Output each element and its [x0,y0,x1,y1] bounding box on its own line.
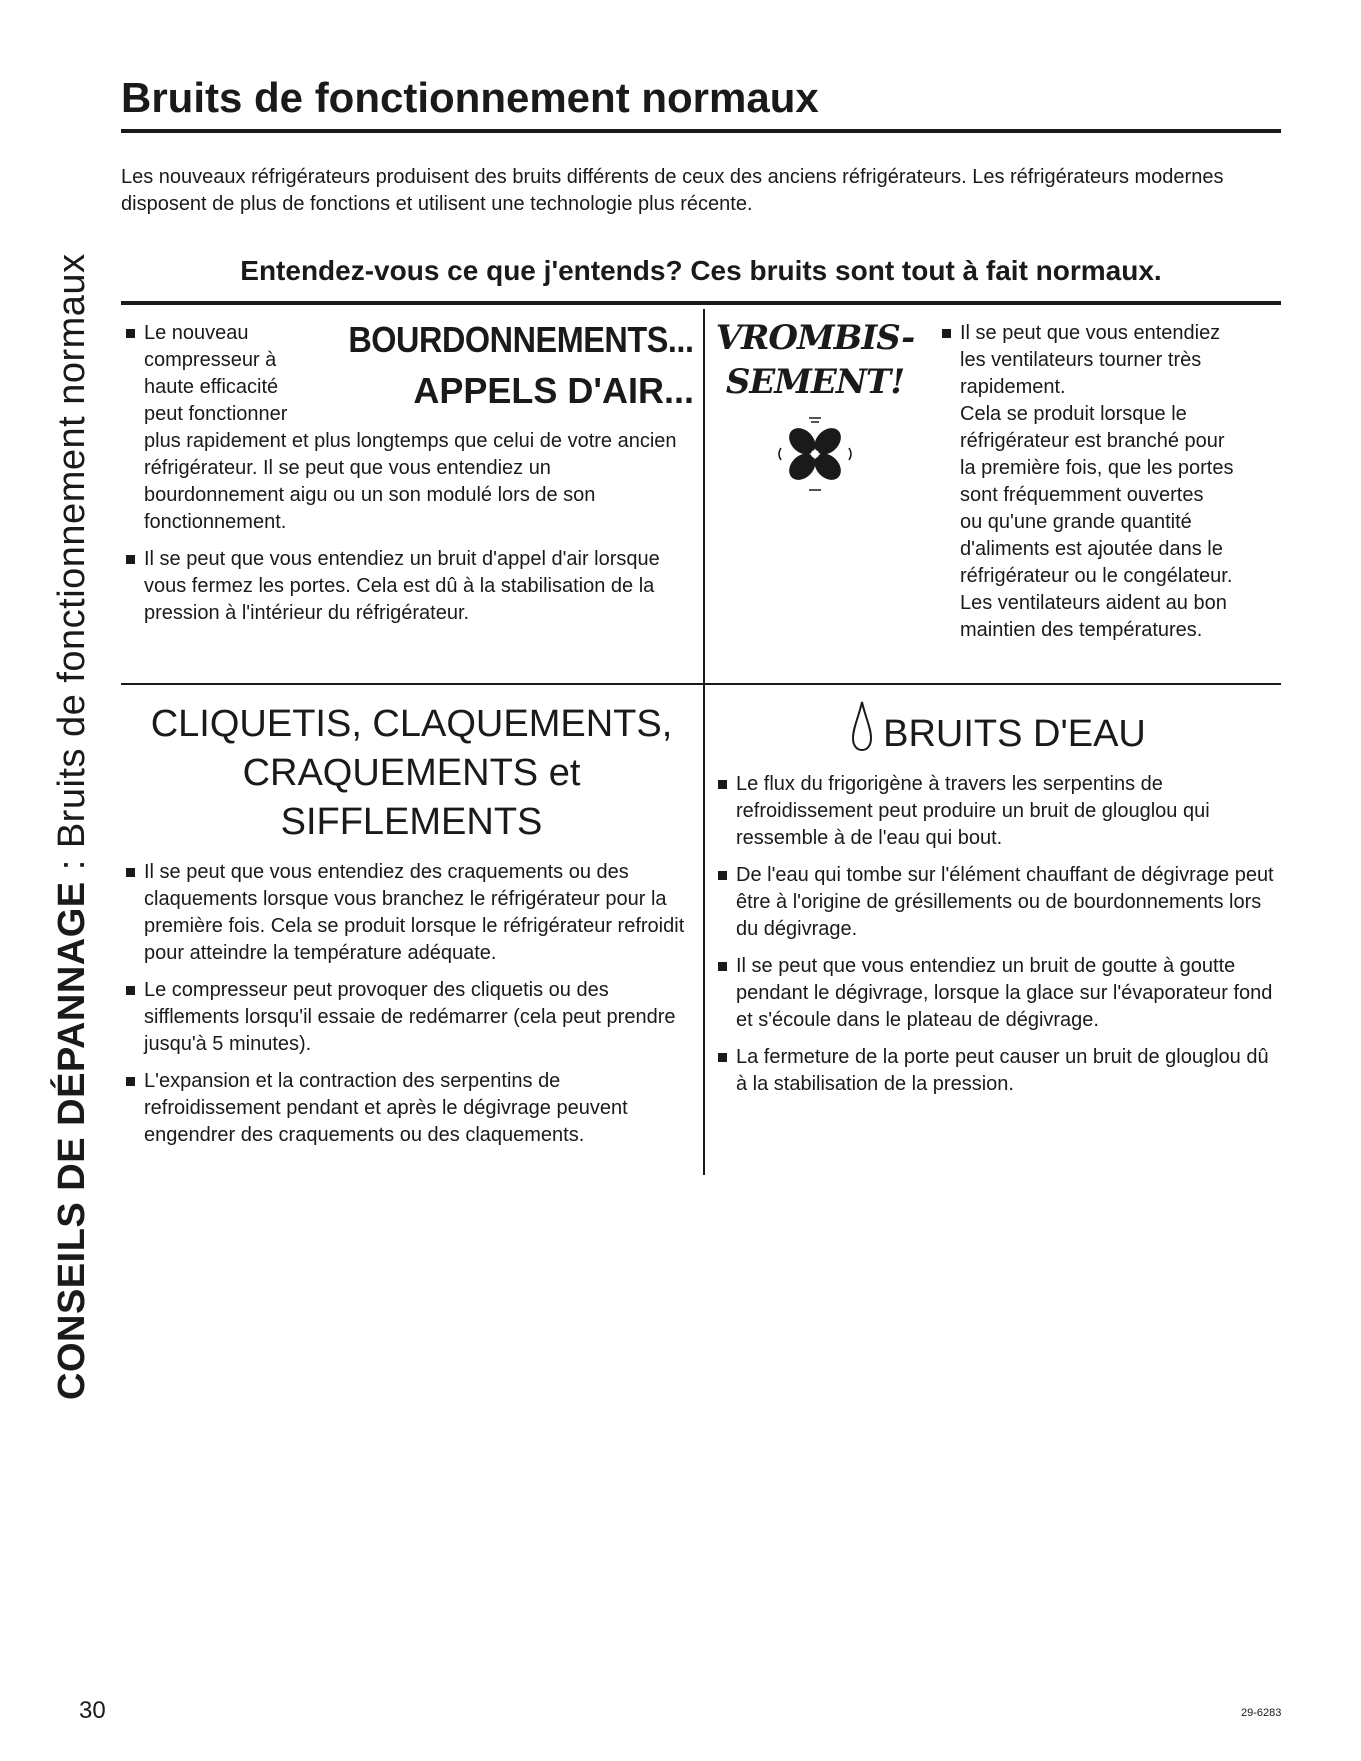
list-item: La fermeture de la porte peut causer un bruit de glouglou dû à la stabilisation de la pression. [716,1044,1281,1098]
heading-bourdonnements: BOURDONNEMENTS... [348,319,694,360]
list-item: L'expansion et la contraction des serpentins de refroidissement pendant et après le dégivrage peuvent engendrer des craquements ou des claquements. [124,1068,699,1149]
sidebar-vertical-label [48,80,96,1400]
section-clicks-heading [124,700,699,847]
heading-vrombissement-line2: SEMENT! [725,362,905,402]
list-item: Il se peut que vous entendiez un bruit d'appel d'air lorsque vous fermez les portes. Cela est dû à la stabilisation de la pression à l'intérieur du réfrigérateur. [124,546,694,627]
sidebar-text [48,80,96,1400]
text-line: rapidement. [960,376,1066,398]
text-line: Il se peut que vous entendiez [960,322,1221,344]
heading-bruits-eau: BRUITS D'EAU [883,713,1146,755]
list-item: Le nouveau compresseur à haute efficacité peut fonctionner plus rapidement et plus longtemps que celui de votre ancien réfrigérateur. Il se peut que vous entendiez un bourdonnement aigu ou un son modulé lors de son fonctionnement. [124,320,694,536]
text-line: réfrigérateur est branché pour [960,430,1225,452]
list-item: Le flux du frigorigène à travers les serpentins de refroidissement peut produire un bruit de glouglou qui ressemble à de l'eau qui bout. [716,771,1281,852]
horizontal-divider [121,683,1281,685]
text-line: ou qu'une grande quantité [960,511,1192,533]
heading-vrombissement-line1: VROMBIS- [715,318,915,358]
list-item: De l'eau qui tombe sur l'élément chauffant de dégivrage peut être à l'origine de grésillements ou de bourdonnements lors du dégivrage. [716,862,1281,943]
list-item [940,320,1280,644]
heading-appels-air: APPELS D'AIR... [413,370,694,411]
water-drop-icon [851,713,883,755]
text-line: Cela se produit lorsque le [960,403,1187,425]
text-line: réfrigérateur ou le congélateur. [960,565,1233,587]
title-rule [121,129,1281,133]
fan-icon [715,414,915,499]
heading-line: CLIQUETIS, CLAQUEMENTS, [150,703,673,745]
list-item: Le compresseur peut provoquer des cliquetis ou des sifflements lorsqu'il essaie de redémarrer (cela peut prendre jusqu'à 5 minutes). [124,977,699,1058]
section-hum [124,320,694,627]
section-clicks [124,700,699,1149]
text-line: sont fréquemment ouvertes [960,484,1204,506]
page-number: 30 [79,1697,106,1724]
section-subtitle: Entendez-vous ce que j'entends? Ces bruits sont tout à fait normaux. [240,255,1162,286]
sidebar-regular-part: : Bruits de fonctionnement normaux [51,253,93,882]
section-water-heading [716,700,1281,759]
list-item: Il se peut que vous entendiez des craquements ou des claquements lorsque vous branchez le réfrigérateur pour la première fois. Cela se produit lorsque le réfrigérateur refroidit pour atteindre la température adéquate. [124,859,699,967]
text-line: d'aliments est ajoutée dans le [960,538,1223,560]
section-fan-text [940,320,1280,644]
text-line: maintien des températures. [960,619,1203,641]
sidebar-bold-part: CONSEILS DE DÉPANNAGE [51,881,93,1400]
text-line: les ventilateurs tourner très [960,349,1202,371]
intro-paragraph: Les nouveaux réfrigérateurs produisent des bruits différents de ceux des anciens réfrigérateurs. Les réfrigérateurs modernes disposent de plus de fonctions et utilisent une technologie plus récente. [121,166,1224,215]
subtitle-rule [121,301,1281,305]
vertical-divider [703,309,705,1175]
list-item: Il se peut que vous entendiez un bruit de goutte à goutte pendant le dégivrage, lorsque la glace sur l'évaporateur fond et s'écoule dans le plateau de dégivrage. [716,953,1281,1034]
heading-line: SIFFLEMENTS [280,801,543,843]
page-title: Bruits de fonctionnement normaux [121,74,819,121]
document-code: 29-6283 [1241,1707,1282,1719]
section-fan-heading [715,316,915,499]
text-line: la première fois, que les portes [960,457,1234,479]
text-line: Les ventilateurs aident au bon [960,592,1227,614]
section-water [716,700,1281,1098]
heading-line: CRAQUEMENTS et [242,752,581,794]
